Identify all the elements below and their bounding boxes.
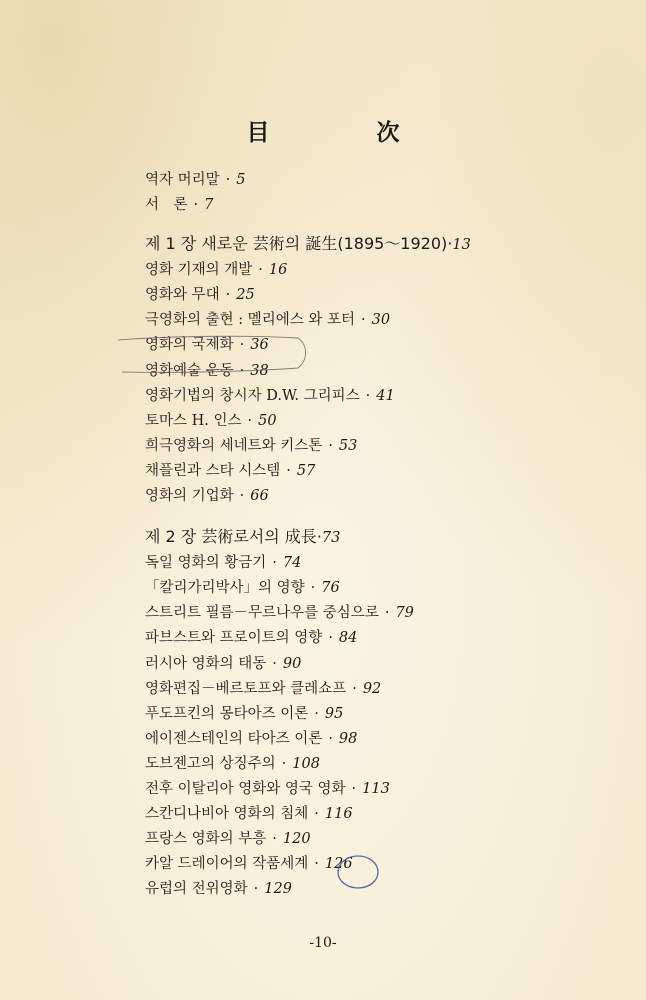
entry-title: 토마스 H. 인스 — [145, 412, 242, 429]
toc-entry: 파브스트와 프로이트의 영향 · 84 — [145, 630, 358, 647]
entry-title: 영화의 국제화 — [145, 337, 234, 354]
toc-entry: 역자 머리말 · 5 — [145, 172, 246, 188]
entry-page: 74 — [282, 555, 302, 572]
toc-entry: 푸도프킨의 몽타아즈 이론 · 95 — [145, 705, 344, 722]
entry-page: 98 — [338, 730, 358, 747]
chapter-title: 제 1 장 새로운 芸術의 誕生(1895～1920) — [145, 234, 448, 254]
entry-title: 카알 드레이어의 작품세계 — [145, 856, 309, 873]
entry-page: 41 — [376, 387, 395, 404]
toc-entry: 영화와 무대 · 25 — [145, 287, 255, 304]
entry-title: 채플린과 스타 시스템 — [145, 462, 281, 479]
entry-page: 79 — [395, 605, 414, 622]
entry-title: 영화와 무대 — [145, 287, 220, 304]
toc-entry: 토마스 H. 인스 · 50 — [145, 412, 277, 429]
entry-title: 역자 머리말 — [145, 172, 220, 188]
entry-page: 120 — [282, 831, 311, 848]
entry-page: 36 — [250, 337, 269, 354]
entry-title: 도브젠고의 상징주의 — [145, 755, 276, 772]
entry-page: 57 — [296, 462, 316, 479]
entry-page: 66 — [250, 488, 269, 505]
toc-entry: 「칼리가리박사」의 영향 · 76 — [145, 580, 340, 597]
entry-page: 108 — [292, 755, 320, 772]
toc-entry: 영화편집－베르토프와 클레쇼프 · 92 — [145, 680, 382, 697]
entry-title: 러시아 영화의 태동 — [145, 655, 267, 672]
chapter-heading: 제 2 장 芸術로서의 成長·73 — [145, 527, 341, 547]
entry-title: 「칼리가리박사」의 영향 — [145, 580, 305, 597]
entry-page: 30 — [371, 312, 391, 329]
chapter-heading: 제 1 장 새로운 芸術의 誕生(1895～1920)·13 — [145, 234, 471, 254]
entry-title: 영화기법의 창시자 D.W. 그리피스 — [145, 387, 360, 404]
toc-entry: 카알 드레이어의 작품세계 · 126 — [145, 856, 353, 873]
toc-entry: 도브젠고의 상징주의 · 108 — [145, 755, 320, 772]
entry-title: 스칸디나비아 영화의 침체 — [145, 806, 309, 823]
toc-entry: 영화의 국제화 · 36 — [145, 337, 269, 354]
chapter-title: 제 2 장 芸術로서의 成長 — [145, 527, 317, 547]
entry-page: 113 — [362, 780, 390, 797]
entry-title: 영화편집－베르토프와 클레쇼프 — [145, 680, 347, 697]
toc-entry: 극영화의 출현 : 멜리에스 와 포터 · 30 — [145, 312, 391, 329]
toc-entry: 영화의 기업화 · 66 — [145, 488, 269, 505]
entry-title: 전후 이탈리아 영화와 영국 영화 — [145, 780, 346, 797]
toc-entry: 유럽의 전위영화 · 129 — [145, 881, 292, 898]
entry-title: 서 론 — [145, 197, 188, 214]
chapter-page: 73 — [321, 530, 341, 547]
entry-page: 76 — [321, 580, 340, 597]
entry-page: 84 — [338, 630, 358, 647]
entry-page: 7 — [204, 197, 214, 214]
entry-page: 92 — [362, 680, 382, 697]
entry-page: 16 — [268, 262, 288, 279]
toc-entry: 러시아 영화의 태동 · 90 — [145, 655, 302, 672]
toc-entry: 전후 이탈리아 영화와 영국 영화 · 113 — [145, 780, 390, 797]
entry-title: 영화예술 운동 — [145, 362, 234, 379]
entry-title: 푸도프킨의 몽타아즈 이론 — [145, 705, 309, 722]
entry-page: 38 — [250, 362, 269, 379]
entry-title: 희극영화의 세네트와 키스톤 — [145, 437, 323, 454]
page-title: 目 次 — [246, 120, 442, 146]
entry-page: 50 — [258, 412, 277, 429]
entry-title: 영화의 기업화 — [145, 488, 234, 505]
entry-title: 극영화의 출현 : 멜리에스 와 포터 — [145, 312, 356, 329]
entry-title: 유럽의 전위영화 — [145, 881, 248, 898]
entry-page: 126 — [324, 856, 353, 873]
entry-page: 90 — [282, 655, 302, 672]
toc-entry: 독일 영화의 황금기 · 74 — [145, 555, 302, 572]
toc-entry: 프랑스 영화의 부흥 · 120 — [145, 831, 311, 848]
toc-entry: 영화예술 운동 · 38 — [145, 362, 269, 379]
entry-page: 129 — [264, 881, 292, 898]
entry-title: 스트리트 필름－무르나우를 중심으로 — [145, 605, 379, 622]
toc-entry: 에이젠스테인의 타아즈 이론 · 98 — [145, 730, 358, 747]
toc-entry: 영화 기재의 개발 · 16 — [145, 262, 288, 279]
toc-entry: 스칸디나비아 영화의 침체 · 116 — [145, 806, 353, 823]
entry-page: 116 — [324, 806, 353, 823]
toc-entry: 채플린과 스타 시스템 · 57 — [145, 462, 316, 479]
table-of-contents — [145, 168, 615, 902]
entry-page: 5 — [236, 172, 246, 188]
entry-page: 53 — [338, 437, 358, 454]
toc-entry: 희극영화의 세네트와 키스톤 · 53 — [145, 437, 358, 454]
entry-title: 프랑스 영화의 부흥 — [145, 831, 267, 848]
chapter-page: 13 — [452, 237, 471, 254]
toc-entry: 서 론 · 7 — [145, 197, 214, 214]
toc-entry: 스트리트 필름－무르나우를 중심으로 · 79 — [145, 605, 414, 622]
entry-page: 25 — [236, 287, 255, 304]
page-number: -10- — [309, 935, 337, 951]
entry-title: 영화 기재의 개발 — [145, 262, 253, 279]
entry-title: 파브스트와 프로이트의 영향 — [145, 630, 323, 647]
entry-title: 에이젠스테인의 타아즈 이론 — [145, 730, 323, 747]
entry-title: 독일 영화의 황금기 — [145, 555, 267, 572]
toc-entry: 영화기법의 창시자 D.W. 그리피스 · 41 — [145, 387, 395, 404]
entry-page: 95 — [324, 705, 344, 722]
